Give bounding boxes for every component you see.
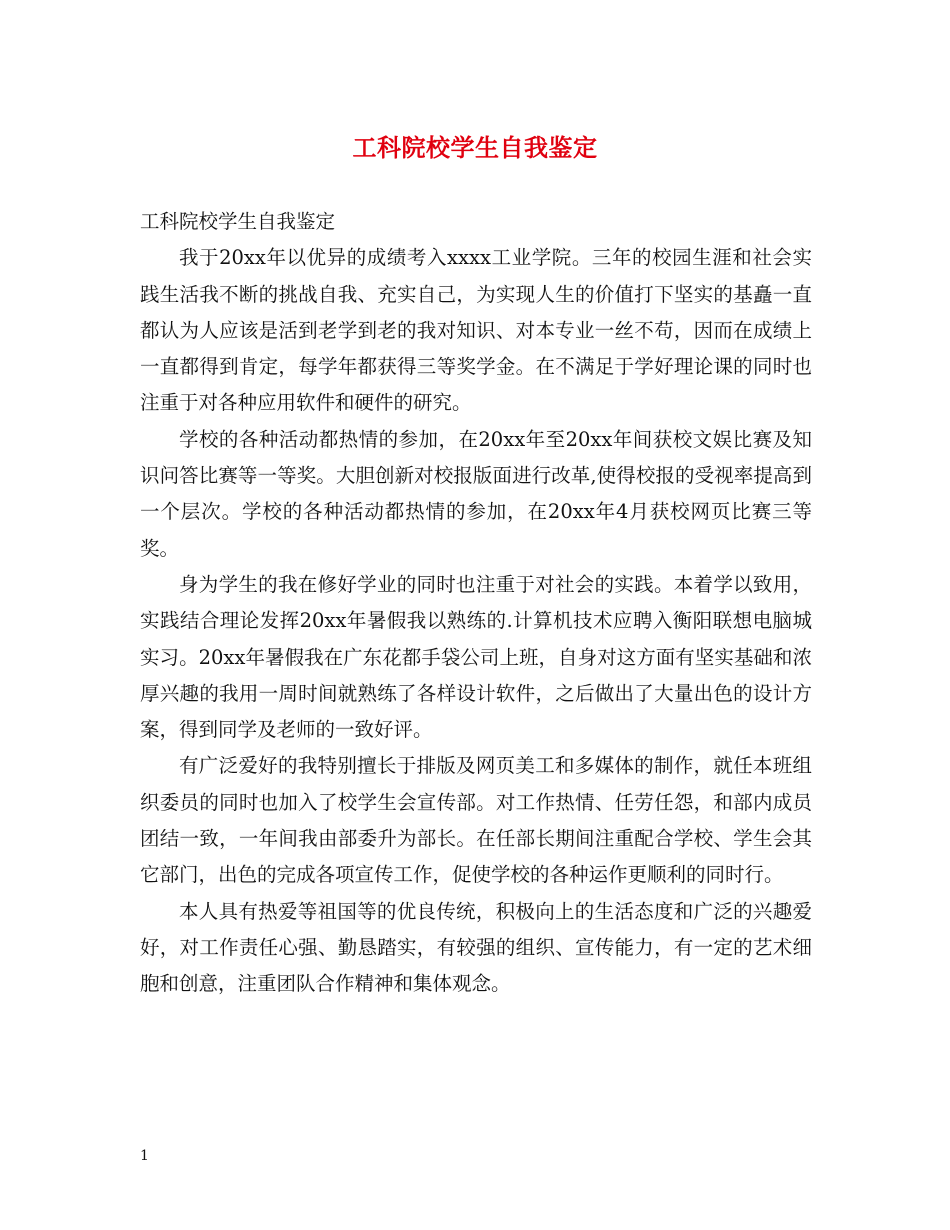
paragraph-activities: 学校的各种活动都热情的参加，在20xx年至20xx年间获校文娱比赛及知识问答比赛等一等奖。大胆创新对校报版面进行改革,使得校报的受视率提高到一个层次。学校的各种活动都热情的参加，在20xx年4月获校网页比赛三等奖。 bbox=[140, 427, 812, 560]
document-subtitle: 工科院校学生自我鉴定 bbox=[140, 210, 336, 233]
document-body bbox=[140, 204, 812, 1003]
paragraph-hobbies: 有广泛爱好的我特别擅长于排版及网页美工和多媒体的制作，就任本班组织委员的同时也加入了校学生会宣传部。对工作热情、任劳任怨，和部内成员团结一致，一年间我由部委升为部长。在任部长期间注重配合学校、学生会其它部门，出色的完成各项宣传工作，促使学校的各种运作更顺利的同时行。 bbox=[140, 754, 812, 887]
document-title: 工科院校学生自我鉴定 bbox=[352, 134, 598, 162]
page-number: 1 bbox=[140, 1148, 149, 1164]
paragraph-summary: 本人具有热爱等祖国等的优良传统，积极向上的生活态度和广泛的兴趣爱好，对工作责任心强、勤恳踏实，有较强的组织、宣传能力，有一定的艺术细胞和创意，注重团队合作精神和集体观念。 bbox=[140, 899, 812, 996]
paragraph-academic: 我于20xx年以优异的成绩考入xxxx工业学院。三年的校园生涯和社会实践生活我不断的挑战自我、充实自己，为实现人生的价值打下坚实的基矗一直都认为人应该是活到老学到老的我对知识、对本专业一丝不苟，因而在成绩上一直都得到肯定，每学年都获得三等奖学金。在不满足于学好理论课的同时也注重于对各种应用软件和硬件的研究。 bbox=[140, 246, 812, 415]
paragraph-practice: 身为学生的我在修好学业的同时也注重于对社会的实践。本着学以致用，实践结合理论发挥20xx年暑假我以熟练的.计算机技术应聘入衡阳联想电脑城实习。20xx年暑假我在广东花都手袋公司上班，自身对这方面有坚实基础和浓厚兴趣的我用一周时间就熟练了各样设计软件，之后做出了大量出色的设计方案，得到同学及老师的一致好评。 bbox=[140, 572, 812, 742]
